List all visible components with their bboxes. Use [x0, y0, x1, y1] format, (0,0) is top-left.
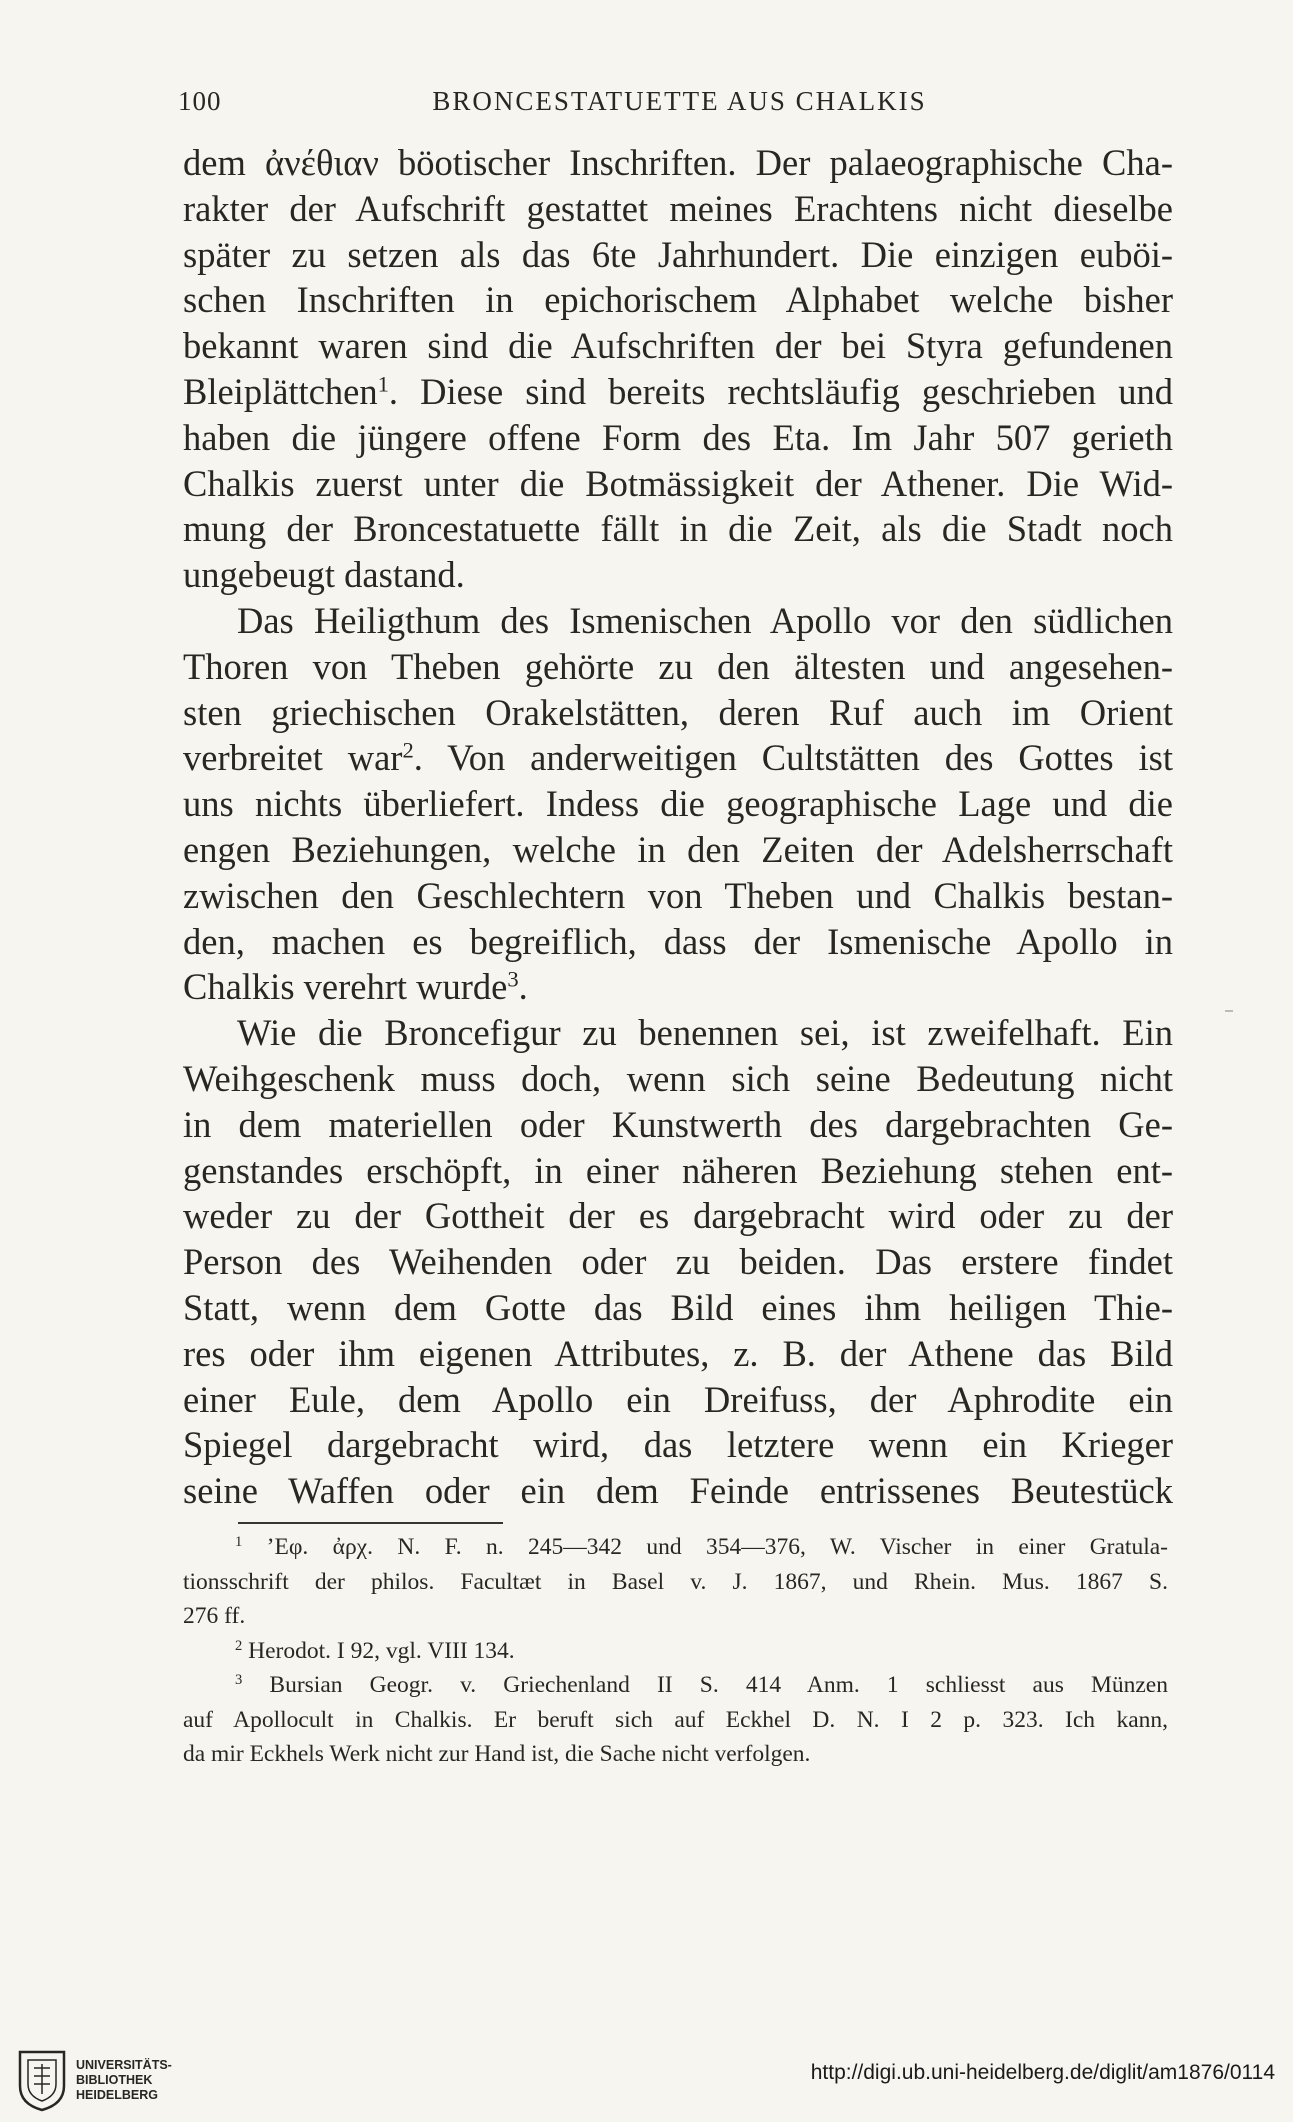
- footnote-2: [183, 1634, 1168, 1669]
- digitization-footer: [0, 2040, 1293, 2122]
- footnote-ref-1[interactable]: 1: [377, 371, 389, 397]
- text-line: Chalkis zuerst unter die Botmässigkeit der Athener. Die Wid-: [183, 462, 1173, 504]
- text-line: Spiegel dargebracht wird, das letztere wenn ein Krieger: [183, 1424, 1173, 1466]
- text-line: Wie die Broncefigur zu benennen sei, ist zweifelhaft. Ein: [237, 1012, 1173, 1054]
- footnote-3: [183, 1668, 1168, 1772]
- text-segment: .: [518, 966, 528, 1008]
- text-line: in dem materiellen oder Kunstwerth des dargebrachten Ge-: [183, 1103, 1173, 1145]
- text-line: genstandes erschöpft, in einer näheren Beziehung stehen ent-: [183, 1149, 1173, 1191]
- text-line: Das Heiligthum des Ismenischen Apollo vor den südlichen: [237, 599, 1173, 641]
- text-line: schen Inschriften in epichorischem Alphabet welche bisher: [183, 279, 1173, 321]
- footnote-divider: [238, 1522, 503, 1524]
- scan-mark: [1225, 1010, 1233, 1012]
- text-line: uns nichts überliefert. Indess die geographische Lage und die: [183, 783, 1173, 825]
- footnotes: [183, 1530, 1168, 1772]
- text-line: den, machen es begreiflich, dass der Ismenische Apollo in: [183, 920, 1173, 962]
- text-line: Person des Weihenden oder zu beiden. Das erstere findet: [183, 1241, 1173, 1283]
- text-line-with-footnote: [183, 964, 1173, 1010]
- text-line: engen Beziehungen, welche in den Zeiten der Adelsherrschaft: [183, 828, 1173, 870]
- footnote-text: Bursian Geogr. v. Griechenland II S. 414 Anm. 1 schliesst aus Münzen: [269, 1672, 1168, 1698]
- text-line: sten griechischen Orakelstätten, deren Ruf auch im Orient: [183, 691, 1173, 733]
- footnote-line: [183, 1668, 1168, 1703]
- text-line-with-footnote: [183, 369, 1173, 415]
- footnote-line: [183, 1634, 1168, 1669]
- text-line: mung der Broncestatuette fällt in die Zeit, als die Stadt noch: [183, 508, 1173, 550]
- text-line-with-footnote: [183, 735, 1173, 781]
- footnote-line: [183, 1530, 1168, 1565]
- text-segment: Chalkis verehrt wurde: [183, 966, 508, 1008]
- text-line: ungebeugt dastand.: [183, 554, 465, 596]
- text-line: Statt, wenn dem Gotte das Bild eines ihm heiligen Thie-: [183, 1286, 1173, 1328]
- text-segment: . Von anderweitigen Cultstätten des Gottes ist: [413, 737, 1173, 779]
- footnote-line: 276 ff.: [183, 1603, 246, 1629]
- footnote-marker: 2: [235, 1637, 243, 1654]
- footnote-line: tionsschrift der philos. Facultæt in Basel v. J. 1867, und Rhein. Mus. 1867 S.: [183, 1568, 1168, 1595]
- text-line: bekannt waren sind die Aufschriften der bei Styra gefundenen: [183, 325, 1173, 367]
- text-line: dem ἀνέθιαν böotischer Inschriften. Der palaeographische Cha-: [183, 142, 1173, 183]
- text-line: Thoren von Theben gehörte zu den ältesten und angesehen-: [183, 645, 1173, 687]
- text-line: seine Waffen oder ein dem Feinde entrissenes Beutestück: [183, 1470, 1173, 1512]
- footnote-ref-2[interactable]: 2: [402, 737, 414, 763]
- paragraph-2: [183, 598, 1173, 1010]
- footnote-marker: 3: [235, 1672, 243, 1688]
- footnote-line: da mir Eckhels Werk nicht zur Hand ist, die Sache nicht verfolgen.: [183, 1741, 811, 1767]
- footnote-text: ’Εφ. ἀρχ. N. F. n. 245—342 und 354—376, W. Vischer in einer Gratula-: [266, 1534, 1168, 1560]
- text-line: res oder ihm eigenen Attributes, z. B. der Athene das Bild: [183, 1332, 1173, 1374]
- main-text: [183, 140, 1173, 1514]
- text-line: später zu setzen als das 6te Jahrhundert. Die einzigen euböi-: [183, 233, 1173, 275]
- text-line: haben die jüngere offene Form des Eta. Im Jahr 507 gerieth: [183, 416, 1173, 458]
- source-url-link[interactable]: http://digi.ub.uni-heidelberg.de/diglit/am1876/0114: [810, 2061, 1275, 2084]
- footnote-marker: 1: [235, 1534, 243, 1550]
- library-name-line: BIBLIOTHEK: [76, 2073, 153, 2087]
- running-title: BRONCESTATUETTE AUS CHALKIS: [432, 86, 927, 116]
- footnote-line: auf Apollocult in Chalkis. Er beruft sich auf Eckhel D. N. I 2 p. 323. Ich kann,: [183, 1706, 1168, 1733]
- text-line: rakter der Aufschrift gestattet meines Erachtens nicht dieselbe: [183, 187, 1173, 229]
- paragraph-1: [183, 140, 1173, 598]
- footnote-text: Herodot. I 92, vgl. VIII 134.: [248, 1637, 515, 1664]
- footnote-1: [183, 1530, 1168, 1634]
- running-header: [178, 86, 1181, 126]
- page-number: 100: [178, 86, 222, 116]
- text-line: weder zu der Gottheit der es dargebracht wird oder zu der: [183, 1195, 1173, 1237]
- footnote-ref-3[interactable]: 3: [507, 966, 519, 992]
- text-segment: Bleiplättchen: [183, 370, 378, 412]
- library-seal-icon: [14, 2046, 70, 2112]
- text-line: einer Eule, dem Apollo ein Dreifuss, der Aphrodite ein: [183, 1378, 1173, 1420]
- paragraph-3: [183, 1010, 1173, 1514]
- library-name-line: HEIDELBERG: [76, 2088, 158, 2102]
- text-segment: verbreitet war: [183, 737, 403, 779]
- library-name: [76, 2058, 172, 2103]
- text-line: zwischen den Geschlechtern von Theben und Chalkis bestan-: [183, 874, 1173, 916]
- library-name-line: UNIVERSITÄTS-: [76, 2058, 172, 2072]
- text-segment: . Diese sind bereits rechtsläufig geschrieben und: [388, 370, 1173, 412]
- text-line: Weihgeschenk muss doch, wenn sich seine Bedeutung nicht: [183, 1057, 1173, 1099]
